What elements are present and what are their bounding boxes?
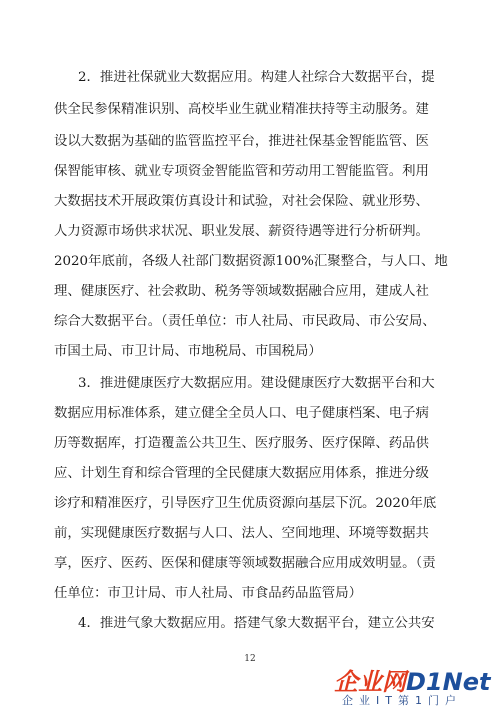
paragraph-line: 供全民参保精准识别、高校毕业生就业精准扶持等主动服务。建 bbox=[54, 102, 429, 117]
paragraph-line: 数据应用标准体系，建立健全全员人口、电子健康档案、电子病 bbox=[54, 406, 429, 421]
page-number: 12 bbox=[244, 654, 256, 664]
paragraph-line: 历等数据库，打造覆盖公共卫生、医疗服务、医疗保障、药品供 bbox=[54, 436, 429, 451]
paragraph-line: 应、计划生育和综合管理的全民健康大数据应用体系，推进分级 bbox=[54, 466, 429, 481]
paragraph-line: 任单位：市卫计局、市人社局、市食品药品监管局） bbox=[54, 586, 362, 601]
paragraph-line: 2．推进社保就业大数据应用。构建人社综合大数据平台，提 bbox=[78, 70, 435, 85]
paragraph-line: 保智能审核、就业专项资金智能监管和劳动用工智能监管。利用 bbox=[54, 164, 429, 179]
paragraph-line: 2020年底前，各级人社部门数据资源100%汇聚整合，与人口、地 bbox=[54, 254, 448, 269]
paragraph-line: 人力资源市场供求状况、职业发展、薪资待遇等进行分析研判。 bbox=[54, 224, 429, 239]
paragraph-line: 大数据技术开展政策仿真设计和试验，对社会保险、就业形势、 bbox=[54, 194, 429, 209]
paragraph-line: 综合大数据平台。（责任单位：市人社局、市民政局、市公安局、 bbox=[54, 314, 436, 329]
paragraph-line: 理、健康医疗、社会救助、税务等领域数据融合应用，建成人社 bbox=[54, 284, 429, 299]
paragraph-line: 市国土局、市卫计局、市地税局、市国税局） bbox=[54, 344, 322, 359]
paragraph-line: 前，实现健康医疗数据与人口、法人、空间地理、环境等数据共 bbox=[54, 526, 429, 541]
watermark-logo bbox=[334, 662, 500, 707]
logo-cn: 企业网 bbox=[334, 668, 406, 696]
paragraph-line: 3．推进健康医疗大数据应用。建设健康医疗大数据平台和大 bbox=[78, 376, 435, 391]
paragraph-line: 设以大数据为基础的监管监控平台，推进社保基金智能监管、医 bbox=[54, 134, 429, 149]
paragraph-line: 诊疗和精准医疗，引导医疗卫生优质资源向基层下沉。2020年底 bbox=[54, 496, 437, 511]
paragraph-line: 4．推进气象大数据应用。搭建气象大数据平台，建立公共安 bbox=[78, 616, 435, 631]
logo-latin: D1Net bbox=[406, 668, 491, 696]
logo-tagline: 企业IT第1门户 bbox=[342, 694, 462, 707]
paragraph-line: 享，医疗、医药、医保和健康等领域数据融合应用成效明显。（责 bbox=[54, 556, 436, 571]
